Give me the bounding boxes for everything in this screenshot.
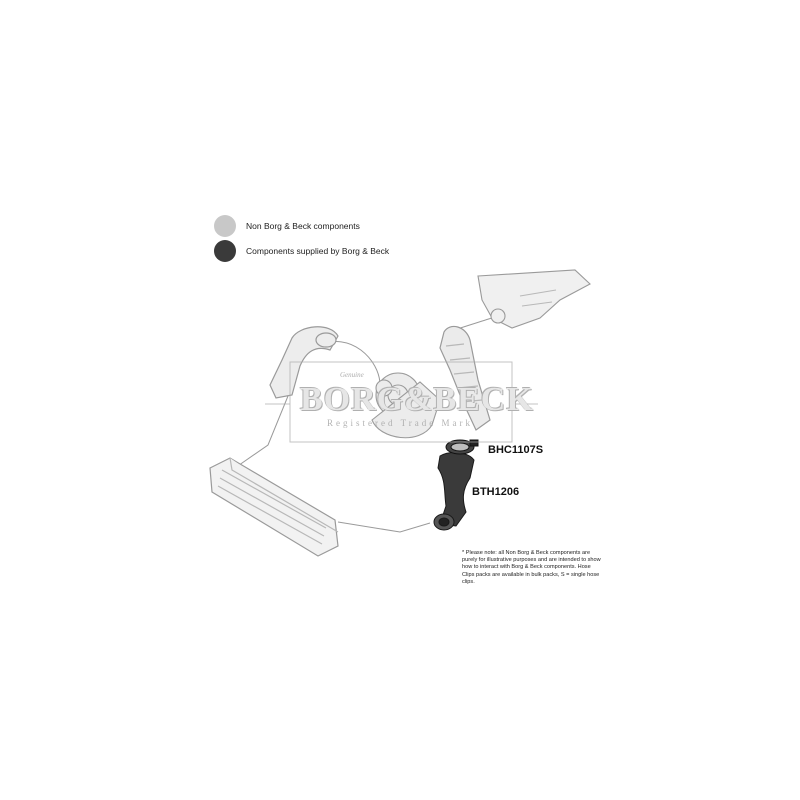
dark-circle-icon — [214, 240, 236, 262]
intercooler — [210, 458, 338, 556]
grey-circle-icon — [214, 215, 236, 237]
watermark-tagline: Registered Trade Mark — [327, 418, 473, 428]
legend-label-non-component: Non Borg & Beck components — [246, 221, 360, 231]
intake-manifold — [478, 270, 590, 328]
watermark-script: Genuine — [340, 371, 364, 379]
disclaimer-note: * Please note: all Non Borg & Beck components are purely for illustrative purposes and are intended to show how to interact with Borg & Beck components. Hose Clips packs are available in bulk packs, S = single hose clips. — [462, 550, 601, 585]
part-code-clip: BHC1107S — [488, 444, 544, 456]
part-code-hose: BTH1206 — [472, 486, 520, 498]
legend-supplied-component — [214, 240, 389, 262]
legend-label-supplied-component: Components supplied by Borg & Beck — [246, 246, 390, 256]
watermark-brand: BORG&BECK — [300, 381, 534, 418]
hose-bth1206 — [434, 453, 474, 530]
legend-non-component — [214, 215, 360, 237]
